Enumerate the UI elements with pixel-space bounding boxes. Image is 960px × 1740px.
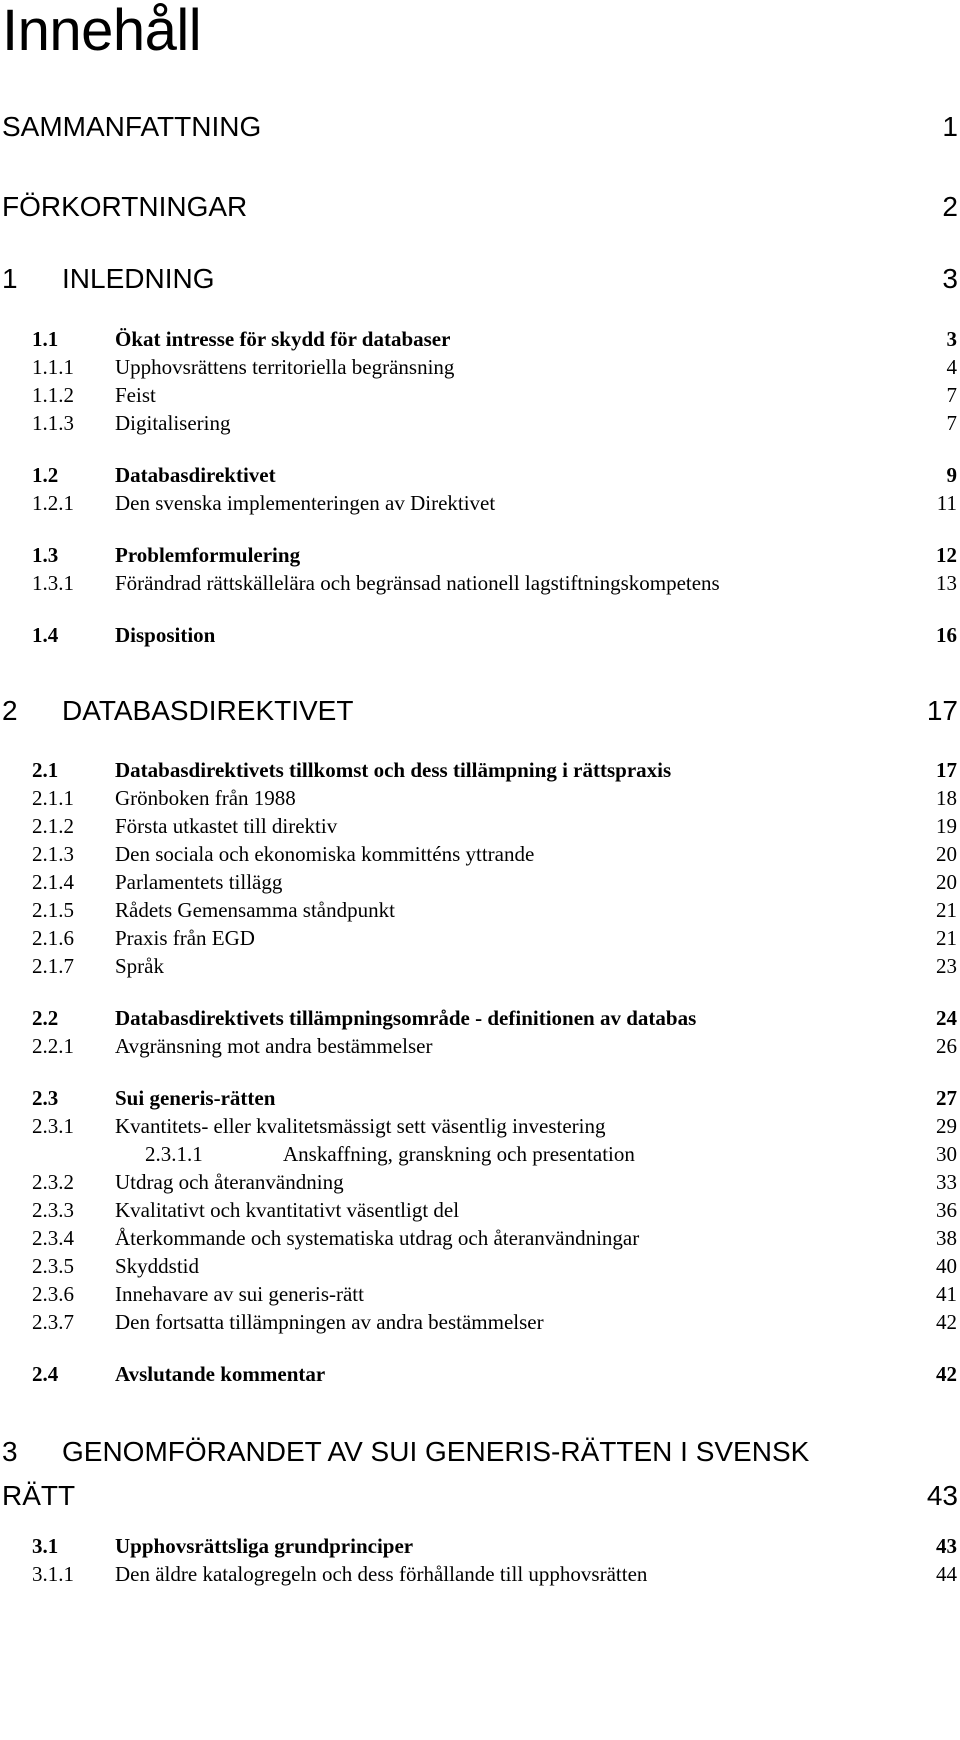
- toc-entry-number: 2.1.1: [32, 786, 74, 810]
- toc-entry-label: Digitalisering: [115, 411, 231, 435]
- toc-entry[interactable]: [0, 757, 960, 783]
- toc-entry-label: Feist: [115, 383, 156, 407]
- toc-entry-number: 2: [2, 695, 18, 726]
- toc-entry-number: 1.4: [32, 623, 59, 647]
- toc-entry[interactable]: [0, 262, 960, 296]
- toc-entry[interactable]: [0, 1169, 960, 1195]
- toc-entry-number: 1.3: [32, 543, 59, 567]
- toc-entry-page: 41: [936, 1282, 957, 1306]
- toc-entry[interactable]: [0, 570, 960, 596]
- toc-entry-number: 2.1.6: [32, 926, 74, 950]
- toc-entry-page: 1: [942, 111, 958, 142]
- toc-entry[interactable]: [0, 897, 960, 923]
- toc-entry-page: 3: [946, 327, 957, 351]
- toc-entry-page: 4: [946, 355, 957, 379]
- toc-entry-label: Den sociala och ekonomiska kommitténs yttrande: [115, 842, 535, 866]
- toc-entry[interactable]: [0, 925, 960, 951]
- toc-entry-page: 36: [936, 1198, 957, 1222]
- toc-entry-number: 2.1: [32, 758, 59, 782]
- toc-entry-number: 2.1.4: [32, 870, 74, 894]
- toc-entry-page: 21: [936, 926, 957, 950]
- toc-entry[interactable]: [0, 1033, 960, 1059]
- toc-entry-number: 2.2: [32, 1006, 59, 1030]
- toc-entry[interactable]: [0, 1309, 960, 1335]
- toc-entry[interactable]: [0, 694, 960, 728]
- toc-entry-page: 38: [936, 1226, 957, 1250]
- toc-entry-number: 2.3.6: [32, 1282, 74, 1306]
- toc-entry[interactable]: [0, 110, 960, 144]
- toc-entry-label: Avslutande kommentar: [115, 1362, 326, 1386]
- toc-entry-page: 43: [926, 1480, 958, 1511]
- toc-entry-page: 7: [946, 411, 957, 435]
- toc-entry-label: Upphovsrättsliga grundprinciper: [115, 1534, 414, 1558]
- page-title: Innehåll: [2, 0, 202, 63]
- toc-entry-page: 30: [936, 1142, 957, 1166]
- toc-entry[interactable]: [0, 326, 960, 352]
- toc-entry-number: 3.1.1: [32, 1562, 74, 1586]
- toc-entry-number: 2.3.1.1: [145, 1142, 203, 1166]
- toc-entry-number: 1: [2, 263, 18, 294]
- toc-entry-page: 12: [936, 543, 957, 567]
- toc-entry-page: 9: [946, 463, 957, 487]
- toc-entry-label: Språk: [115, 954, 164, 978]
- toc-entry-number: 2.3.1: [32, 1114, 74, 1138]
- toc-entry[interactable]: [0, 542, 960, 568]
- toc-entry-label: Praxis från EGD: [115, 926, 255, 950]
- toc-entry-number: 2.4: [32, 1362, 59, 1386]
- toc-entry-label: GENOMFÖRANDET AV SUI GENERIS-RÄTTEN I SVENSK: [62, 1436, 810, 1467]
- toc-entry-number: 3: [2, 1436, 18, 1467]
- toc-entry[interactable]: [0, 1253, 960, 1279]
- toc-entry-label: FÖRKORTNINGAR: [2, 191, 248, 222]
- toc-entry-label: Återkommande och systematiska utdrag och återanvändningar: [115, 1226, 640, 1250]
- toc-entry-label: Ökat intresse för skydd för databaser: [115, 327, 451, 351]
- toc-entry-label: Disposition: [115, 623, 216, 647]
- toc-entry-number: 2.2.1: [32, 1034, 74, 1058]
- toc-entry-label: Kvalitativt och kvantitativt väsentligt del: [115, 1198, 460, 1222]
- toc-entry-page: 13: [936, 571, 957, 595]
- toc-entry[interactable]: [0, 1225, 960, 1251]
- toc-entry-label-continued: RÄTT: [2, 1480, 76, 1511]
- toc-entry-number: 2.3.2: [32, 1170, 74, 1194]
- toc-entry[interactable]: [0, 462, 960, 488]
- toc-entry-number: 2.1.2: [32, 814, 74, 838]
- toc-entry-number: 2.3.3: [32, 1198, 74, 1222]
- toc-entry[interactable]: [0, 354, 960, 380]
- toc-entry-page: 19: [936, 814, 957, 838]
- toc-entry-number: 1.1.1: [32, 355, 74, 379]
- toc-entry-page: 3: [942, 263, 958, 294]
- toc-entry-label: Innehavare av sui generis-rätt: [115, 1282, 364, 1306]
- toc-entry-page: 17: [936, 758, 957, 782]
- toc-entry-number: 2.1.5: [32, 898, 74, 922]
- toc-entry-page: 26: [936, 1034, 957, 1058]
- toc-entry-page: 17: [926, 695, 958, 726]
- toc-entry-page: 7: [946, 383, 957, 407]
- toc-entry-number: 1.3.1: [32, 571, 74, 595]
- toc-entry-label: Problemformulering: [115, 543, 301, 567]
- toc-entry-page: 20: [936, 870, 957, 894]
- toc-entry[interactable]: [0, 1113, 960, 1139]
- toc-entry-label: Anskaffning, granskning och presentation: [283, 1142, 635, 1166]
- toc-entry-page: 33: [936, 1170, 957, 1194]
- toc-entry-page: 2: [942, 191, 958, 222]
- toc-entry-number: 2.3.5: [32, 1254, 74, 1278]
- toc-entry-label: Upphovsrättens territoriella begränsning: [115, 355, 455, 379]
- toc-entry-page: 18: [936, 786, 957, 810]
- toc-entry-label: Kvantitets- eller kvalitetsmässigt sett väsentlig investering: [115, 1114, 606, 1138]
- toc-entry-page: 42: [936, 1362, 957, 1386]
- toc-entry-label: Utdrag och återanvändning: [115, 1170, 344, 1194]
- toc-entry[interactable]: [0, 190, 960, 224]
- toc-entry-label: Första utkastet till direktiv: [115, 814, 338, 838]
- toc-entry[interactable]: [0, 622, 960, 648]
- toc-entry-label: Den fortsatta tillämpningen av andra bestämmelser: [115, 1310, 544, 1334]
- toc-entry-number: 2.3: [32, 1086, 59, 1110]
- toc-entry-label: Den svenska implementeringen av Direktivet: [115, 491, 496, 515]
- toc-entry[interactable]: [0, 1533, 960, 1559]
- toc-entry[interactable]: [0, 869, 960, 895]
- toc-entry-page: 20: [936, 842, 957, 866]
- toc-entry-page: 21: [936, 898, 957, 922]
- toc-entry-number: 3.1: [32, 1534, 59, 1558]
- toc-entry-number: 2.3.7: [32, 1310, 74, 1334]
- toc-entry-page: 24: [936, 1006, 957, 1030]
- toc-entry-label: Förändrad rättskällelära och begränsad nationell lagstiftningskompetens: [115, 571, 720, 595]
- toc-entry-page: 43: [936, 1534, 957, 1558]
- toc-entry-label: Databasdirektivets tillämpningsområde - definitionen av databas: [115, 1006, 697, 1030]
- toc-entry-page: 42: [936, 1310, 957, 1334]
- toc-entry-page: 23: [936, 954, 957, 978]
- toc-entry-page: 44: [936, 1562, 957, 1586]
- toc-entry[interactable]: [0, 953, 960, 979]
- toc-entry[interactable]: [0, 813, 960, 839]
- toc-entry[interactable]: [0, 1361, 960, 1387]
- toc-entry-number: 2.1.3: [32, 842, 74, 866]
- toc-entry-page: 16: [936, 623, 957, 647]
- toc-entry-number: 1.2.1: [32, 491, 74, 515]
- toc-entry[interactable]: [0, 410, 960, 436]
- toc-entry-label: Avgränsning mot andra bestämmelser: [115, 1034, 433, 1058]
- toc-entry[interactable]: [0, 1561, 960, 1587]
- toc-entry[interactable]: [0, 1281, 960, 1307]
- toc-entry-page: 11: [936, 491, 957, 515]
- toc-entry[interactable]: [0, 490, 960, 516]
- toc-entry[interactable]: [0, 841, 960, 867]
- toc-entry-label: Den äldre katalogregeln och dess förhållande till upphovsrätten: [115, 1562, 648, 1586]
- toc-entry-number: 1.2: [32, 463, 59, 487]
- toc-entry-label: Skyddstid: [115, 1254, 200, 1278]
- toc-entry-number: 1.1.2: [32, 383, 74, 407]
- toc-entry-number: 1.1: [32, 327, 59, 351]
- toc-entry-label: Grönboken från 1988: [115, 786, 296, 810]
- toc-entry[interactable]: [0, 785, 960, 811]
- toc-entry-label: SAMMANFATTNING: [2, 111, 262, 142]
- toc-entry-page: 29: [936, 1114, 957, 1138]
- toc-entry-number: 2.3.4: [32, 1226, 74, 1250]
- toc-entry-label: Databasdirektivet: [115, 463, 276, 487]
- toc-entry-number: 2.1.7: [32, 954, 74, 978]
- toc-entry-label: Databasdirektivets tillkomst och dess tillämpning i rättspraxis: [115, 758, 672, 782]
- toc-entry-label: Sui generis-rätten: [115, 1086, 276, 1110]
- toc-entry-page: 27: [936, 1086, 957, 1110]
- toc-entry[interactable]: [0, 1085, 960, 1111]
- toc-entry[interactable]: [0, 382, 960, 408]
- toc-entry-label: Rådets Gemensamma ståndpunkt: [115, 898, 395, 922]
- toc-entry-label: DATABASDIREKTIVET: [62, 695, 354, 726]
- toc-entry-label: INLEDNING: [62, 263, 215, 294]
- toc-entry-page: 40: [936, 1254, 957, 1278]
- toc-entry-label: Parlamentets tillägg: [115, 870, 283, 894]
- toc-entry[interactable]: [0, 1197, 960, 1223]
- toc-entry[interactable]: [0, 1141, 960, 1167]
- toc-entry[interactable]: [0, 1005, 960, 1031]
- toc-entry-number: 1.1.3: [32, 411, 74, 435]
